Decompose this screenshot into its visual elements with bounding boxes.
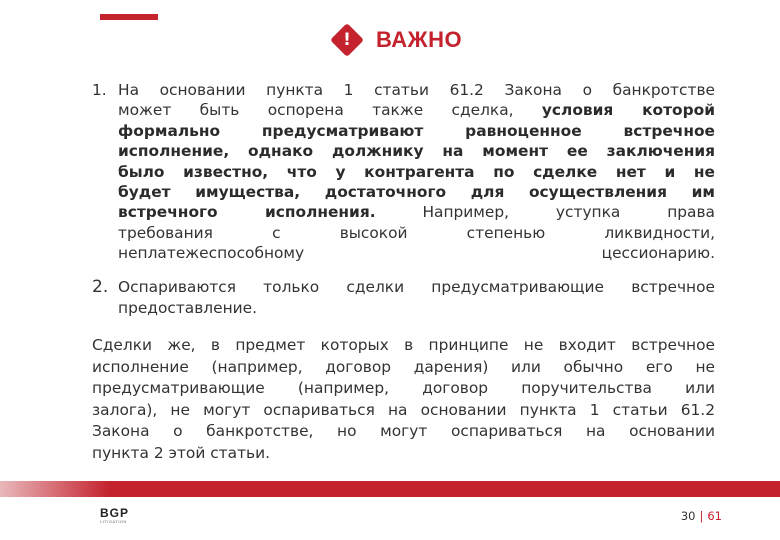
text-line: было известно, что у контрагента по сделке нет и не (118, 162, 715, 181)
body-paragraph (92, 335, 715, 464)
text-line: залога), не могут оспариваться на основании пункта 1 статьи 61.2 (92, 400, 715, 419)
list-item-2 (92, 277, 715, 320)
page-number (681, 509, 722, 523)
footer-band (0, 481, 780, 497)
page-current: 30 (680, 509, 696, 523)
list-number: 2. (92, 276, 109, 297)
text-line: исполнение (например, договор дарения) или обычно его не (92, 357, 715, 376)
text-line: исполнение, однако должнику на момент ее заключения (118, 142, 715, 161)
text-line: предусматривающие (например, договор поручительства или (92, 379, 715, 398)
page-separator: | (699, 509, 704, 523)
text-line: будет имущества, достаточного для осуществления им (118, 183, 715, 202)
text-line: На основании пункта 1 статьи 61.2 Закона о банкротстве (118, 81, 715, 99)
slide-title: ВАЖНО (376, 27, 463, 52)
accent-bar (100, 14, 158, 20)
text-line: Сделки же, в предмет которых в принципе не входит встречное (92, 336, 715, 355)
list-number: 1. (92, 81, 107, 99)
text-line: может быть оспорена также сделка, условия которой (118, 101, 715, 120)
page-total: 61 (707, 509, 722, 523)
text-line: встречного исполнения. Например, уступка права (118, 203, 715, 222)
exclamation-diamond-icon: ! (330, 23, 364, 57)
slide-content (92, 80, 715, 464)
text-line: неплатежеспособному цессионарию. (118, 244, 715, 263)
text-line: формально предусматривают равноценное встречное (118, 121, 715, 140)
text-line: требования с высокой степенью ликвидности, (118, 223, 715, 242)
slide-header (330, 22, 462, 58)
company-logo: BGP LITIGATION (100, 506, 130, 524)
text-line: Закона о банкротстве, но могут оспариваться на основании (92, 422, 715, 441)
text-line: предоставление. (118, 299, 258, 318)
list-item-1 (92, 80, 715, 264)
text-line: пункта 2 этой статьи. (92, 443, 271, 462)
text-line: Оспариваются только сделки предусматривающие встречное (118, 277, 715, 296)
